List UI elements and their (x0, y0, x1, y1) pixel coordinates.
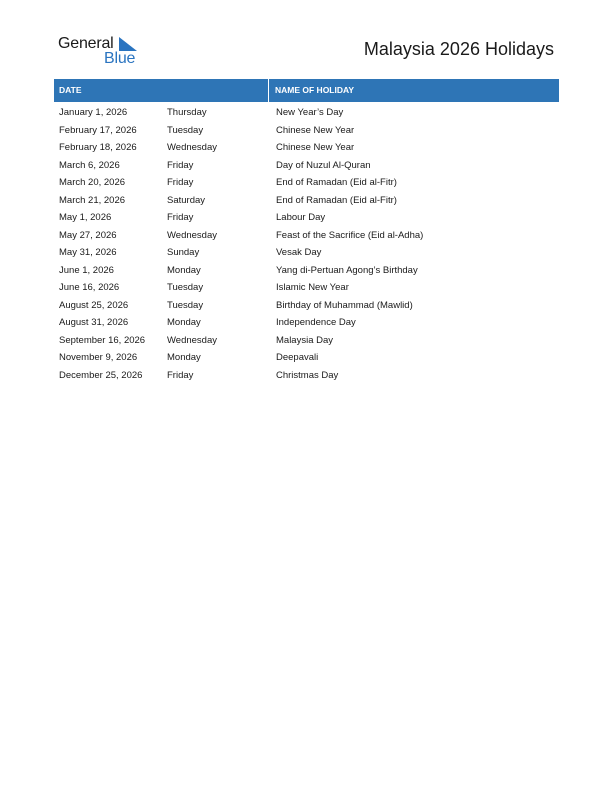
holiday-name: Deepavali (276, 352, 319, 363)
holiday-weekday: Monday (167, 317, 201, 328)
logo-text-general: General (58, 35, 114, 52)
holiday-weekday: Monday (167, 264, 201, 276)
holiday-weekday: Friday (167, 212, 194, 223)
holiday-date: August 31, 2026 (59, 317, 129, 328)
holiday-weekday: Wednesday (167, 142, 217, 153)
table-row (54, 209, 559, 227)
table-row (54, 349, 559, 367)
holiday-date: March 6, 2026 (59, 159, 120, 171)
holiday-date: November 9, 2026 (59, 352, 138, 363)
column-header-date: DATE (54, 79, 269, 102)
holiday-date: January 1, 2026 (59, 107, 128, 118)
holiday-weekday: Tuesday (167, 124, 204, 136)
holiday-date: March 21, 2026 (59, 194, 126, 206)
holiday-weekday: Thursday (167, 107, 207, 118)
table-row (54, 122, 559, 140)
holiday-name: Independence Day (276, 317, 356, 328)
logo (58, 34, 148, 68)
table-row (54, 227, 559, 245)
holiday-name: Chinese New Year (276, 124, 355, 136)
table-body (54, 102, 559, 384)
holiday-date: September 16, 2026 (59, 334, 146, 346)
table-row (54, 297, 559, 315)
table-row (54, 332, 559, 350)
holiday-weekday: Saturday (167, 194, 206, 206)
holiday-weekday: Wednesday (167, 334, 217, 346)
table-row (54, 367, 559, 385)
holiday-name: Birthday of Muhammad (Mawlid) (276, 299, 413, 311)
holiday-date: June 1, 2026 (59, 264, 114, 276)
holiday-weekday: Tuesday (167, 299, 204, 311)
holiday-date: December 25, 2026 (59, 369, 143, 381)
holiday-name: End of Ramadan (Eid al-Fitr) (276, 177, 397, 188)
holiday-weekday: Friday (167, 177, 194, 188)
holiday-date: August 25, 2026 (59, 299, 129, 311)
holiday-name: Yang di-Pertuan Agong’s Birthday (276, 264, 418, 276)
table-row (54, 104, 559, 122)
holiday-weekday: Friday (167, 369, 194, 381)
page-title: Malaysia 2026 Holidays (363, 39, 554, 59)
holiday-weekday: Friday (167, 159, 194, 171)
holiday-name: Malaysia Day (276, 334, 334, 346)
table-row (54, 262, 559, 280)
table-row (54, 314, 559, 332)
table-row (54, 157, 559, 175)
holiday-weekday: Tuesday (167, 282, 204, 293)
table-header (54, 79, 559, 102)
holiday-weekday: Sunday (167, 247, 200, 258)
holiday-name: End of Ramadan (Eid al-Fitr) (276, 194, 397, 206)
holiday-date: May 27, 2026 (59, 229, 117, 241)
column-header-name: NAME OF HOLIDAY (275, 85, 355, 95)
table-row (54, 174, 559, 192)
holiday-date: May 1, 2026 (59, 212, 112, 223)
holiday-name: Labour Day (276, 212, 326, 223)
table-row (54, 279, 559, 297)
table-row (54, 139, 559, 157)
holiday-date: March 20, 2026 (59, 177, 126, 188)
holiday-name: Islamic New Year (276, 282, 349, 293)
holiday-name: New Year’s Day (276, 107, 344, 118)
holiday-name: Christmas Day (276, 369, 339, 381)
holiday-date: May 31, 2026 (59, 247, 117, 258)
table-row (54, 244, 559, 262)
holiday-name: Day of Nuzul Al-Quran (276, 159, 371, 171)
holiday-weekday: Monday (167, 352, 201, 363)
holiday-name: Chinese New Year (276, 142, 355, 153)
holiday-name: Vesak Day (276, 247, 322, 258)
holiday-date: February 18, 2026 (59, 142, 137, 153)
holiday-name: Feast of the Sacrifice (Eid al-Adha) (276, 229, 424, 241)
holidays-table (54, 79, 559, 384)
table-row (54, 192, 559, 210)
logo-text-blue: Blue (104, 50, 136, 67)
holiday-date: June 16, 2026 (59, 282, 120, 293)
holiday-date: February 17, 2026 (59, 124, 137, 136)
holiday-weekday: Wednesday (167, 229, 217, 241)
